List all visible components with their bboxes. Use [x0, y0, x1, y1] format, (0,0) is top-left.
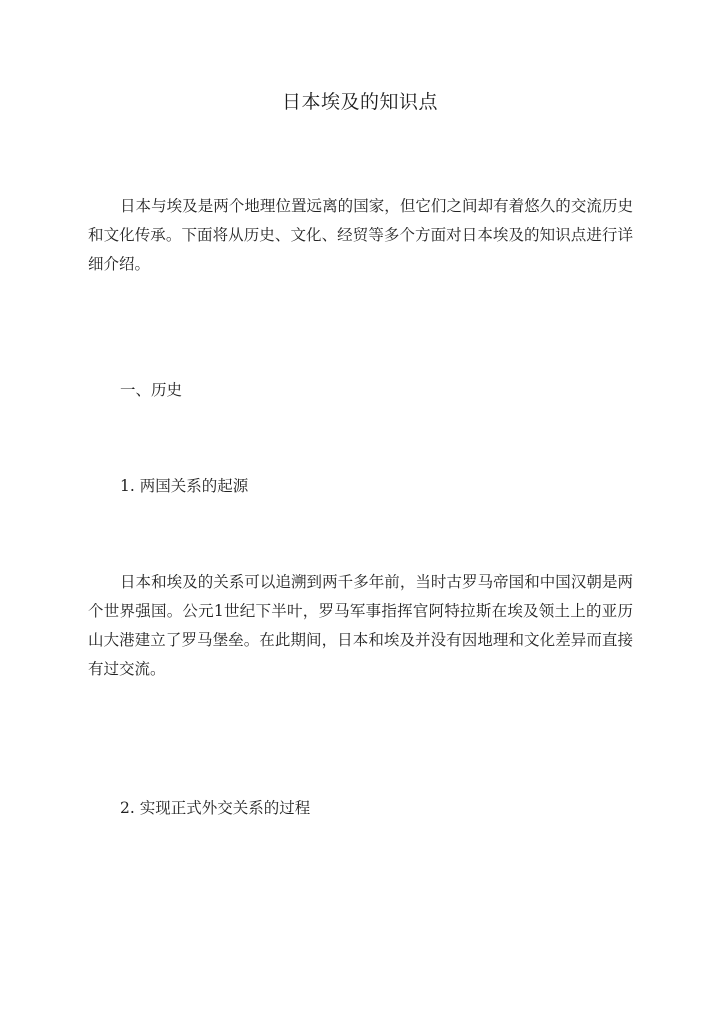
section-heading-history: 一、历史: [120, 381, 183, 399]
document-title: 日本埃及的知识点: [281, 91, 438, 113]
subsection-heading-origin: 1. 两国关系的起源: [120, 477, 249, 495]
subsection-heading-diplomacy: 2. 实现正式外交关系的过程: [120, 799, 311, 817]
origin-paragraph: 日本和埃及的关系可以追溯到两千多年前，当时古罗马帝国和中国汉朝是两个世界强国。公元1世纪下半叶，罗马军事指挥官阿特拉斯在埃及领土上的亚历山大港建立了罗马堡垒。在此期间，日本和埃及并没有因地理和文化差异而直接有过交流。: [88, 573, 633, 678]
intro-paragraph: 日本与埃及是两个地理位置远离的国家，但它们之间却有着悠久的交流历史和文化传承。下面将从历史、文化、经贸等多个方面对日本埃及的知识点进行详细介绍。: [88, 197, 633, 273]
